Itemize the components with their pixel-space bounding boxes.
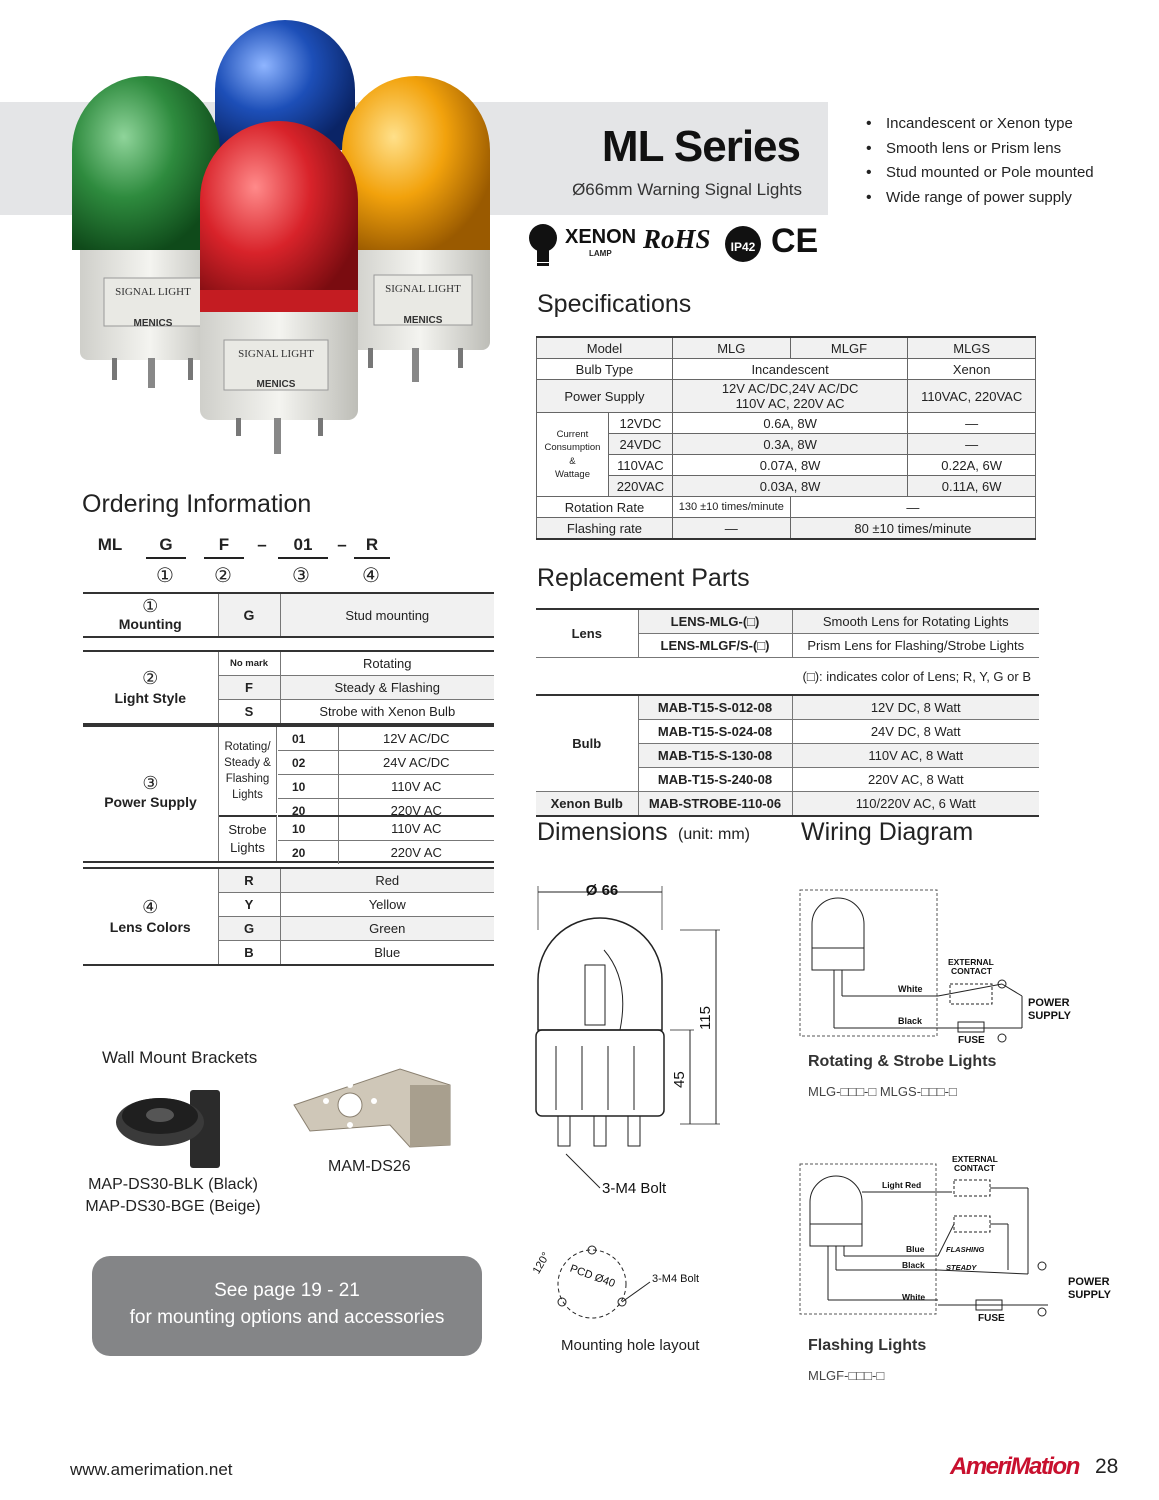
order-desc: 110V AC: [391, 779, 442, 794]
footer-url[interactable]: www.amerimation.net: [70, 1460, 233, 1479]
mounting-hole-caption: Mounting hole layout: [561, 1337, 700, 1354]
dim-base-height: 45: [671, 1071, 688, 1088]
callout-line: for mounting options and accessories: [129, 1307, 445, 1328]
order-desc: Green: [280, 917, 494, 941]
spec-line: 12V AC/DC,24V AC/DC: [721, 381, 859, 396]
xenon-logo: XENON: [565, 226, 637, 248]
spec-cell: Bulb Type: [537, 359, 673, 380]
order-desc: Red: [280, 868, 494, 893]
fuse-label: FUSE: [958, 1035, 985, 1046]
callout-line: See page 19 - 21: [214, 1280, 360, 1301]
rohs-logo: RoHS: [643, 224, 711, 254]
dim-bolt-2: 3-M4 Bolt: [652, 1273, 700, 1285]
wire-white-label: White: [898, 984, 923, 994]
spec-cell: Xenon: [908, 359, 1036, 380]
label-line: Strobe: [228, 822, 267, 837]
order-desc: Stud mounting: [280, 593, 494, 637]
order-code: S: [218, 700, 280, 725]
order-code: 10: [278, 816, 338, 841]
see-page-callout: [92, 1256, 482, 1356]
wiring-rotating-models: MLG-□□□-□ MLGS-□□□-□: [808, 1084, 957, 1099]
repl-lens-note: (□): indicates color of Lens; R, Y, G or B: [536, 658, 1039, 696]
ext-contact-label: EXTERNAL: [948, 957, 994, 967]
photo-label: MENICS: [256, 379, 296, 390]
dim-pcd: PCD Ø40: [568, 1262, 617, 1291]
spec-cell: Model: [537, 337, 673, 359]
order-code: 20: [278, 799, 338, 823]
repl-xenon-label: Xenon Bulb: [536, 792, 638, 817]
order-code-part: ML: [97, 535, 123, 554]
spec-cell: —: [790, 497, 1035, 518]
specifications-heading: Specifications: [537, 290, 692, 318]
order-code: B: [218, 941, 280, 966]
order-code-part: G: [146, 535, 186, 559]
order-num: ③: [292, 565, 310, 587]
feature-item: • Stud mounted or Pole mounted: [866, 161, 1094, 186]
spec-cell: 110VAC: [608, 455, 672, 476]
dimensions-unit: (unit: mm): [678, 826, 750, 843]
order-group-label: Light Style: [114, 689, 187, 706]
order-code: G: [218, 593, 280, 637]
repl-part: LENS-MLG-(□): [638, 609, 792, 634]
bracket-plate-image: [290, 1065, 460, 1155]
order-group-label: Mounting: [118, 616, 182, 632]
bracket-black-caption: [78, 1174, 268, 1218]
repl-desc: 12V DC, 8 Watt: [792, 695, 1039, 720]
replacement-heading: Replacement Parts: [537, 564, 750, 592]
order-desc: Strobe with Xenon Bulb: [319, 704, 456, 719]
feature-item: • Wide range of power supply: [866, 186, 1094, 211]
spec-cell: 0.07A, 8W: [672, 455, 907, 476]
page-number: 28: [1095, 1455, 1119, 1478]
label-line: Lights: [232, 789, 263, 801]
spec-cell: 12VDC: [608, 413, 672, 434]
repl-desc: Prism Lens for Flashing/Strobe Lights: [792, 634, 1039, 658]
ordering-table: [83, 592, 494, 739]
wiring-diagram-flashing: [798, 1152, 1118, 1322]
spec-cell: MLGF: [790, 337, 908, 359]
repl-desc: 220V AC, 8 Watt: [792, 768, 1039, 792]
order-desc: 220V AC: [390, 845, 442, 860]
order-code: R: [218, 868, 280, 893]
wire-blue-label: Blue: [906, 1244, 925, 1254]
brackets-heading: Wall Mount Brackets: [102, 1048, 258, 1067]
order-desc: 110V AC: [391, 821, 442, 836]
specifications-table: [536, 336, 1036, 540]
ordering-heading: Ordering Information: [82, 490, 312, 518]
label-line: Current: [556, 428, 589, 440]
repl-desc: 24V DC, 8 Watt: [792, 720, 1039, 744]
order-desc: Yellow: [368, 897, 406, 912]
wiring-heading: Wiring Diagram: [801, 818, 974, 846]
spec-cell: 110VAC, 220VAC: [908, 380, 1036, 413]
spec-cell: 0.3A, 8W: [672, 434, 907, 455]
spec-cell: 80 ±10 times/minute: [790, 518, 1035, 540]
order-group-num: ①: [142, 596, 159, 616]
order-code-dash: –: [257, 535, 267, 554]
order-group-num: ②: [142, 667, 159, 688]
spec-cell: —: [672, 518, 790, 540]
power-supply-label: POWER: [1028, 997, 1070, 1009]
page-subtitle: Ø66mm Warning Signal Lights: [572, 180, 802, 199]
bracket-label: MAP-DS30-BGE (Beige): [85, 1198, 261, 1215]
spec-cell: —: [908, 413, 1036, 434]
spec-cell: 0.03A, 8W: [672, 476, 907, 497]
wire-red-label: Light Red: [882, 1180, 922, 1190]
ext-contact-label: CONTACT: [951, 966, 992, 976]
photo-label: MENICS: [133, 318, 173, 329]
order-group-power-supply: [83, 725, 494, 863]
feature-item: • Smooth lens or Prism lens: [866, 137, 1094, 162]
dim-height: 115: [697, 1006, 714, 1030]
label-line: &: [569, 455, 576, 467]
dim-angle: 120°: [530, 1250, 553, 1277]
power-supply-label: SUPPLY: [1028, 1010, 1072, 1022]
label-line: Steady &: [224, 757, 271, 769]
order-desc: Steady & Flashing: [280, 676, 494, 700]
bracket-plate-caption: MAM-DS26: [328, 1158, 411, 1175]
label-line: Wattage: [554, 469, 590, 480]
repl-part: MAB-T15-S-240-08: [638, 768, 792, 792]
xenon-logo-sub: LAMP: [589, 249, 612, 258]
order-code: F: [218, 676, 280, 700]
spec-cell: Incandescent: [672, 359, 907, 380]
photo-label: MENICS: [403, 315, 443, 326]
spec-cell: [672, 380, 907, 413]
product-photo: [60, 20, 500, 460]
repl-part: LENS-MLGF/S-(□): [638, 634, 792, 658]
photo-label: SIGNAL LIGHT: [115, 286, 191, 298]
page-title: ML Series: [601, 122, 800, 171]
order-code: Y: [218, 893, 280, 917]
ce-logo: CE: [771, 222, 819, 260]
order-code-part: R: [354, 535, 390, 559]
label-line: Flashing: [225, 773, 270, 785]
steady-label: STEADY: [946, 1263, 977, 1272]
power-supply-label: POWER: [1068, 1276, 1110, 1288]
power-rows-2: [278, 815, 494, 864]
repl-lens-label: Lens: [536, 609, 638, 658]
label-line: Consumption: [544, 442, 601, 453]
wiring-rotating-title: Rotating & Strobe Lights: [808, 1053, 997, 1070]
repl-part: MAB-STROBE-110-06: [638, 792, 792, 817]
order-code: 01: [278, 727, 338, 751]
spec-cell: 130 ±10 times/minute: [672, 497, 790, 518]
order-code: 02: [278, 751, 338, 775]
repl-part: MAB-T15-S-130-08: [638, 744, 792, 768]
feature-list: [866, 112, 1094, 210]
order-num: ②: [214, 565, 232, 587]
order-code-dash: –: [337, 535, 347, 554]
certification-logos: [527, 222, 817, 268]
order-code-part: 01: [278, 535, 328, 559]
order-group-num: ④: [142, 896, 159, 917]
spec-cell: 0.22A, 6W: [908, 455, 1036, 476]
replacement-table: [536, 608, 1039, 817]
wiring-flashing-models: MLGF-□□□-□: [808, 1368, 885, 1383]
order-group-label: Power Supply: [104, 794, 197, 810]
ext-contact-label: EXTERNAL: [952, 1154, 998, 1164]
brand-logo: AmeriMation: [950, 1453, 1079, 1480]
power-group1-label: [219, 727, 277, 813]
spec-cell: 0.11A, 6W: [908, 476, 1036, 497]
order-desc: 24V AC/DC: [383, 755, 450, 770]
dimension-drawing: [530, 870, 730, 1210]
order-desc: Blue: [374, 945, 401, 960]
repl-desc: 110/220V AC, 6 Watt: [792, 792, 1039, 817]
order-desc: 220V AC: [390, 803, 442, 818]
power-supply-label: [83, 727, 219, 861]
order-desc: 12V AC/DC: [383, 731, 450, 746]
order-code: 10: [278, 775, 338, 799]
spec-cell: Flashing rate: [537, 518, 673, 540]
wiring-flashing-title: Flashing Lights: [808, 1337, 927, 1354]
order-code: G: [218, 917, 280, 941]
order-desc: Rotating: [363, 656, 412, 671]
label-line: Lights: [230, 840, 265, 855]
dim-bolt: 3-M4 Bolt: [602, 1180, 667, 1197]
power-rows-1: [278, 727, 494, 822]
order-group-label: Lens Colors: [109, 918, 191, 935]
dim-diameter: Ø 66: [585, 882, 619, 899]
repl-bulb-label: Bulb: [536, 695, 638, 792]
ip-rating-icon: [723, 224, 763, 264]
order-code-part: F: [204, 535, 244, 559]
spec-cell: Power Supply: [537, 380, 673, 413]
bracket-black-image: [112, 1082, 232, 1172]
fuse-label: FUSE: [978, 1313, 1005, 1322]
repl-desc: Smooth Lens for Rotating Lights: [792, 609, 1039, 634]
bulb-icon: [527, 222, 563, 268]
spec-cell: 24VDC: [608, 434, 672, 455]
ip-rating-text: IP42: [730, 240, 756, 254]
photo-label: SIGNAL LIGHT: [238, 348, 314, 360]
repl-part: MAB-T15-S-012-08: [638, 695, 792, 720]
order-num: ④: [362, 565, 380, 587]
repl-desc: 110V AC, 8 Watt: [792, 744, 1039, 768]
wiring-diagram-rotating: [798, 888, 1088, 1048]
order-code: 20: [278, 841, 338, 865]
order-group-lens-colors: [83, 867, 494, 966]
bracket-label: MAP-DS30-BLK (Black): [88, 1176, 258, 1193]
photo-label: SIGNAL LIGHT: [385, 283, 461, 295]
spec-cell: 0.6A, 8W: [672, 413, 907, 434]
flashing-label: FLASHING: [946, 1245, 985, 1254]
power-supply-label: SUPPLY: [1068, 1289, 1112, 1301]
spec-cell: MLG: [672, 337, 790, 359]
current-consumption-label: [537, 413, 609, 497]
ext-contact-label: CONTACT: [954, 1163, 995, 1173]
order-num: ①: [156, 565, 174, 587]
repl-part: MAB-T15-S-024-08: [638, 720, 792, 744]
spec-cell: Rotation Rate: [537, 497, 673, 518]
wire-black-label: Black: [898, 1016, 923, 1026]
dimensions-heading: Dimensions: [537, 818, 668, 846]
spec-cell: 220VAC: [608, 476, 672, 497]
label-line: Rotating/: [224, 741, 271, 753]
lens-colors-label: [83, 868, 218, 965]
wire-black-label: Black: [902, 1260, 925, 1270]
order-group-mounting: [83, 593, 218, 637]
spec-line: 110V AC, 220V AC: [735, 396, 845, 411]
power-group2-label: [219, 815, 277, 861]
order-group-num: ③: [142, 773, 159, 793]
spec-cell: MLGS: [908, 337, 1036, 359]
order-group-light-style: [83, 651, 218, 724]
mounting-hole-layout: [530, 1240, 720, 1330]
spec-cell: —: [908, 434, 1036, 455]
feature-item: • Incandescent or Xenon type: [866, 112, 1094, 137]
wire-white-label: White: [902, 1292, 926, 1302]
order-code: No mark: [218, 651, 280, 676]
